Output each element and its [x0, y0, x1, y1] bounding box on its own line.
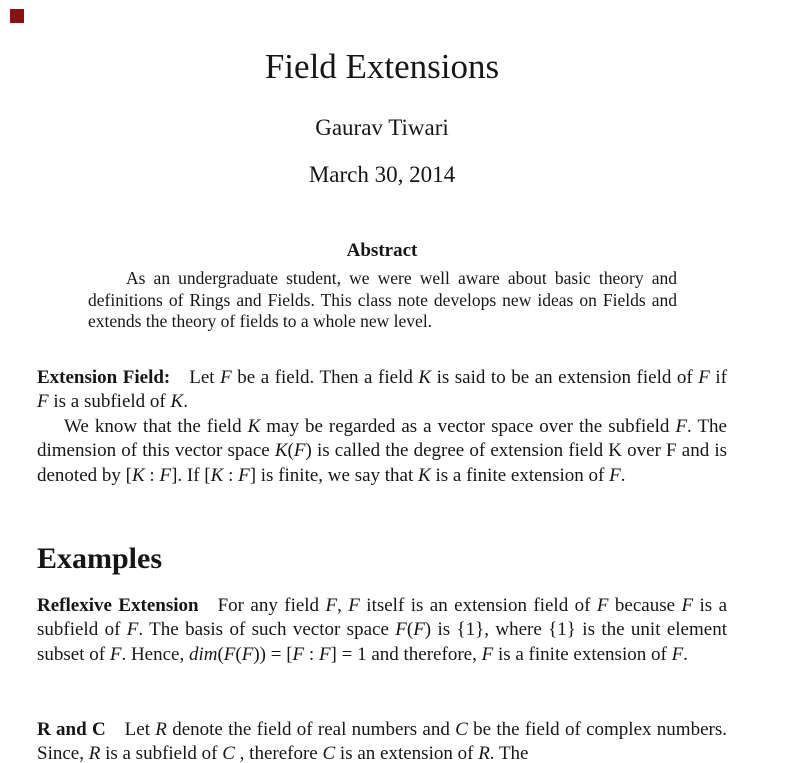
section-extension-field	[37, 366, 727, 488]
document-date: March 30, 2014	[308, 162, 456, 187]
section-heading-examples: Examples	[37, 542, 163, 575]
abstract-body: As an undergraduate student, we were well aware about basic theory and definitions of Rings and Fields. This class note develops new ideas on Fields and extends the theory of fields to a whole new level.	[88, 268, 677, 331]
paragraph-reflexive-extension: Reflexive Extension For any field F, F itself is an extension field of F because F is a subfield of F. The basis of such vector space F(F) is {1}, where {1} is the unit element subset of F. Hence, dim(F(F)) = [F : F] = 1 and therefore, F is a finite extension of F.	[37, 595, 728, 665]
page-title: Field Extensions	[264, 47, 500, 86]
corner-marker	[10, 9, 24, 23]
paragraph-vector-space: We know that the field K may be regarded as a vector space over the subfield F. The dimension of this vector space K(F) is called the degree of extension field K over F and is denoted by [K : F]. If [K : F] is finite, we say that K is a finite extension of F.	[37, 415, 728, 486]
paragraph-extension-field: Extension Field: Let F be a field. Then a field K is said to be an extension field of F if F is a subfield of K.	[37, 367, 727, 413]
section-r-and-c	[37, 718, 727, 763]
abstract-heading: Abstract	[346, 240, 418, 261]
document-author: Gaurav Tiwari	[315, 115, 449, 140]
paragraph-r-and-c: R and C Let R denote the field of real numbers and C be the field of complex numbers. Since, R is a subfield of C , therefore C is an extension of R. The	[37, 719, 727, 763]
section-reflexive-extension	[37, 594, 727, 667]
